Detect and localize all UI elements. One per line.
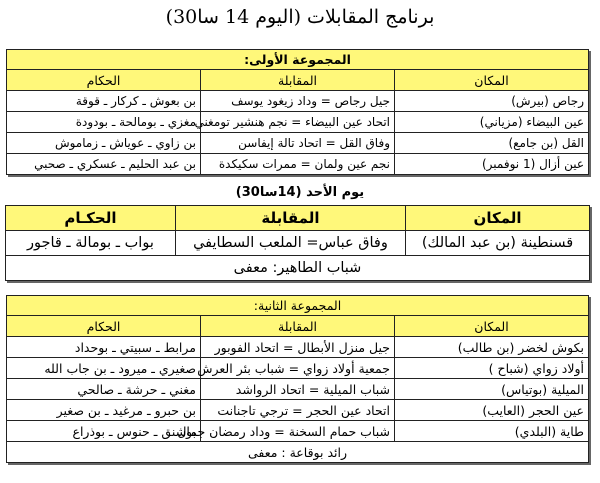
- cell-place: أولاد زواي (شباح ): [395, 358, 589, 379]
- sunday-label: يوم الأحد (14سا30): [235, 185, 365, 200]
- cell-match: جيل منزل الأبطال = اتحاد الفوبور: [201, 337, 395, 358]
- cell-place: رجاص (بيرش): [395, 91, 589, 112]
- table-row: [7, 133, 589, 154]
- cell-referees: مرابط ـ سبيتي ـ بوحداد: [7, 337, 201, 358]
- cell-referees: بن حبرو ـ مرغيد ـ بن صغير: [7, 400, 201, 421]
- cell-match: اتحاد عين الحجر = ترجي تاجنانت: [201, 400, 395, 421]
- cell-referees: بن زاوي ـ عوياش ـ زماموش: [7, 133, 201, 154]
- exempt-note: رائد بوقاعة : معفى: [7, 442, 589, 463]
- cell-match: شباب حمام السخنة = وداد رمضان جمال: [201, 421, 395, 442]
- page-title: برنامج المقابلات (اليوم 14 سا30): [165, 6, 435, 28]
- table-row: [7, 337, 589, 358]
- header-match: المقابلة: [175, 206, 405, 231]
- group1-table: [6, 49, 589, 175]
- cell-place: عين أزال (1 نوفمبر): [395, 154, 589, 175]
- cell-place: قسنطينة (بن عبد المالك): [406, 231, 590, 256]
- sunday-table: [5, 205, 590, 281]
- cell-referees: بواب ـ بومالة ـ قاجور: [6, 231, 176, 256]
- header-match: المقابلة: [201, 316, 395, 337]
- header-referees: الحكـام: [6, 206, 176, 231]
- cell-place: بكوش لخضر (بن طالب): [395, 337, 589, 358]
- cell-match: جيل رجاص = وداد زيغود يوسف: [201, 91, 395, 112]
- cell-place: الميلية (بوتياس): [395, 379, 589, 400]
- table-row: [7, 358, 589, 379]
- cell-match: جمعية أولاد زواي = شباب بئر العرش: [201, 358, 395, 379]
- cell-match: نجم عين ولمان = ممرات سكيكدة: [201, 154, 395, 175]
- cell-referees: صغيري ـ ميرود ـ بن جاب الله: [7, 358, 201, 379]
- table-row: [7, 421, 589, 442]
- exempt-note: شباب الطاهير: معفى: [6, 256, 590, 281]
- cell-referees: بن بعوش ـ كركار ـ قوقة: [7, 91, 201, 112]
- cell-match: شباب الميلية = اتحاد الرواشد: [201, 379, 395, 400]
- cell-place: طاية (البلدي): [395, 421, 589, 442]
- group2-table: [6, 295, 589, 463]
- header-referees: الحكام: [7, 70, 201, 91]
- cell-place: القل (بن جامع): [395, 133, 589, 154]
- header-match: المقابلة: [201, 70, 395, 91]
- cell-referees: مغني ـ حرشة ـ صالحي: [7, 379, 201, 400]
- header-place: المكان: [395, 70, 589, 91]
- cell-referees: بن عبد الحليم ـ عسكري ـ صحبي: [7, 154, 201, 175]
- table-row: [7, 91, 589, 112]
- table-row: [7, 112, 589, 133]
- cell-place: عين الحجر (العايب): [395, 400, 589, 421]
- table-row: [7, 400, 589, 421]
- cell-place: عين البيضاء (مزياني): [395, 112, 589, 133]
- header-place: المكان: [395, 316, 589, 337]
- group2-title: المجموعة الثانية:: [7, 296, 589, 316]
- cell-referees: مغزي ـ بومالحة ـ بودودة: [7, 112, 201, 133]
- cell-match: وفاق عباس= الملعب السطايفي: [175, 231, 405, 256]
- header-referees: الحكام: [7, 316, 201, 337]
- header-place: المكان: [406, 206, 590, 231]
- cell-match: وفاق القل = اتحاد تالة إيفاسن: [201, 133, 395, 154]
- cell-referees: بوشنق ـ حنوس ـ بوذراع: [7, 421, 201, 442]
- table-row: [7, 154, 589, 175]
- table-row: [6, 231, 590, 256]
- table-row: [7, 379, 589, 400]
- cell-match: اتحاد عين البيضاء = نجم هنشير تومغني: [201, 112, 395, 133]
- group1-title: المجموعة الأولى:: [7, 50, 589, 70]
